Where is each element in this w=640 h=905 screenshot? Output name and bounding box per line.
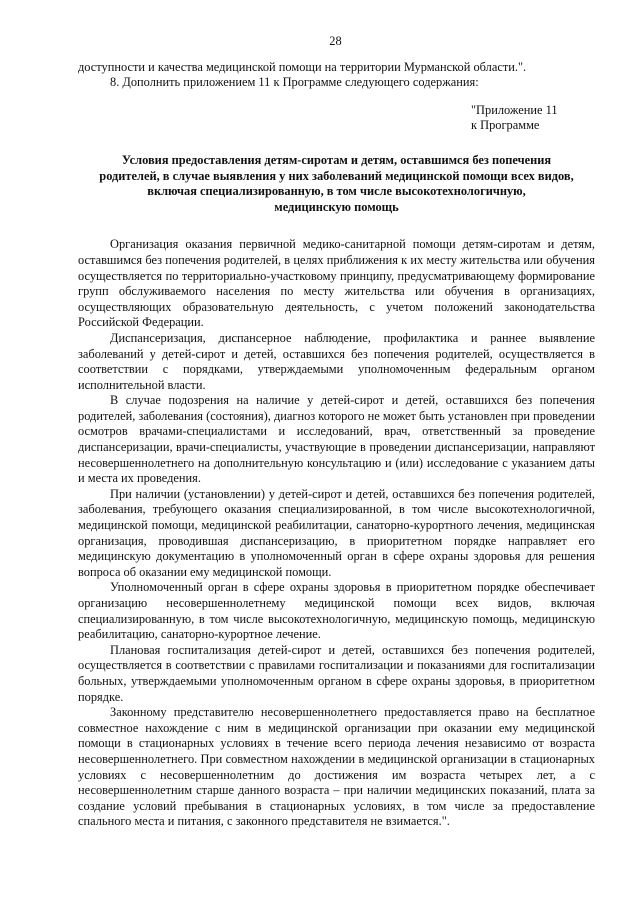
section-title-line: медицинскую помощь bbox=[274, 199, 399, 214]
section-title-line: включая специализированную, в том числе высокотехнологичную, bbox=[147, 184, 526, 199]
intro-line-1: доступности и качества медицинской помощи на территории Мурманской области.". bbox=[78, 59, 527, 74]
body-paragraph: При наличии (установлении) у детей-сирот и детей, оставшихся без попечения родителей, заболевания, требующего оказания специализированной, в том числе высокотехнологичной, медицинской помощи, медицинской реабилитации, санаторно-курортного лечения, медицинская организация, проводившая диспансеризацию, в приоритетном порядке направляет его медицинскую документацию в уполномоченный орган в сфере охраны здоровья для решения вопроса об оказании ему медицинской помощи. bbox=[78, 486, 595, 579]
body-paragraph: Диспансеризация, диспансерное наблюдение, профилактика и раннее выявление заболеваний у детей-сирот и детей, оставшихся без попечения родителей, осуществляется в соответствии с порядками, утверждаемыми уполномоченным федеральным органом исполнительной власти. bbox=[78, 330, 595, 392]
body-paragraph: Плановая госпитализация детей-сирот и детей, оставшихся без попечения родителей, осуществляется в соответствии с правилами госпитализации и показаниями для госпитализации больных, утверждаемыми уполномоченным органом в сфере охраны здоровья, в приоритетном порядке. bbox=[78, 642, 595, 704]
document-page bbox=[78, 34, 595, 830]
body-paragraph: Законному представителю несовершеннолетнего предоставляется право на бесплатное совместное нахождение с ним в медицинской организации при оказании ему медицинской помощи в стационарных условиях в течение всего периода лечения независимо от возраста несовершеннолетнего. При совместном нахождении в медицинской организации в стационарных условиях с несовершеннолетним до достижения им возраста четырех лет, а с несовершеннолетним старше данного возраста – при наличии медицинских показаний, плата за создание условий пребывания в стационарных условиях, в том числе за предоставление спального места и питания, с законного представителя не взимается.". bbox=[78, 705, 595, 829]
appendix-reference-line-1: "Приложение 11 bbox=[471, 102, 558, 117]
appendix-reference-line-2: к Программе bbox=[471, 118, 540, 133]
section-title-line: родителей, в случае выявления у них заболеваний медицинской помощи всех видов, bbox=[99, 168, 574, 183]
body-paragraph: В случае подозрения на наличие у детей-сирот и детей, оставшихся без попечения родителей, заболевания (состояния), диагноз которого не может быть установлен при проведении осмотров врачами-специалистами и исследований, врач, ответственный за проведение диспансеризации, врачи-специалисты, участвующие в проведении диспансеризации, направляют несовершеннолетнего на дополнительную консультацию и (или) исследование с указанием даты и места их проведения. bbox=[78, 393, 595, 486]
intro-line-2: 8. Дополнить приложением 11 к Программе следующего содержания: bbox=[110, 75, 479, 90]
page-number: 28 bbox=[329, 34, 342, 48]
section-title bbox=[96, 153, 577, 215]
appendix-reference bbox=[471, 103, 595, 134]
body-paragraph: Организация оказания первичной медико-санитарной помощи детям-сиротам и детям, оставшимся без попечения родителей, в целях приближения к их месту жительства или обучения осуществляется по территориально-участковому принципу, предусматривающему формирование групп обслуживаемого населения по месту жительства или обучения в организациях, осуществляющих образовательную деятельность, с учетом положений законодательства Российской Федерации. bbox=[78, 237, 595, 330]
body-paragraph: Уполномоченный орган в сфере охраны здоровья в приоритетном порядке обеспечивает организацию несовершеннолетнему медицинской помощи всех видов, включая специализированную, в том числе высокотехнологичную, медицинскую помощь, медицинскую реабилитацию, санаторно-курортное лечение. bbox=[78, 580, 595, 642]
section-title-line: Условия предоставления детям-сиротам и детям, оставшимся без попечения bbox=[121, 152, 552, 167]
